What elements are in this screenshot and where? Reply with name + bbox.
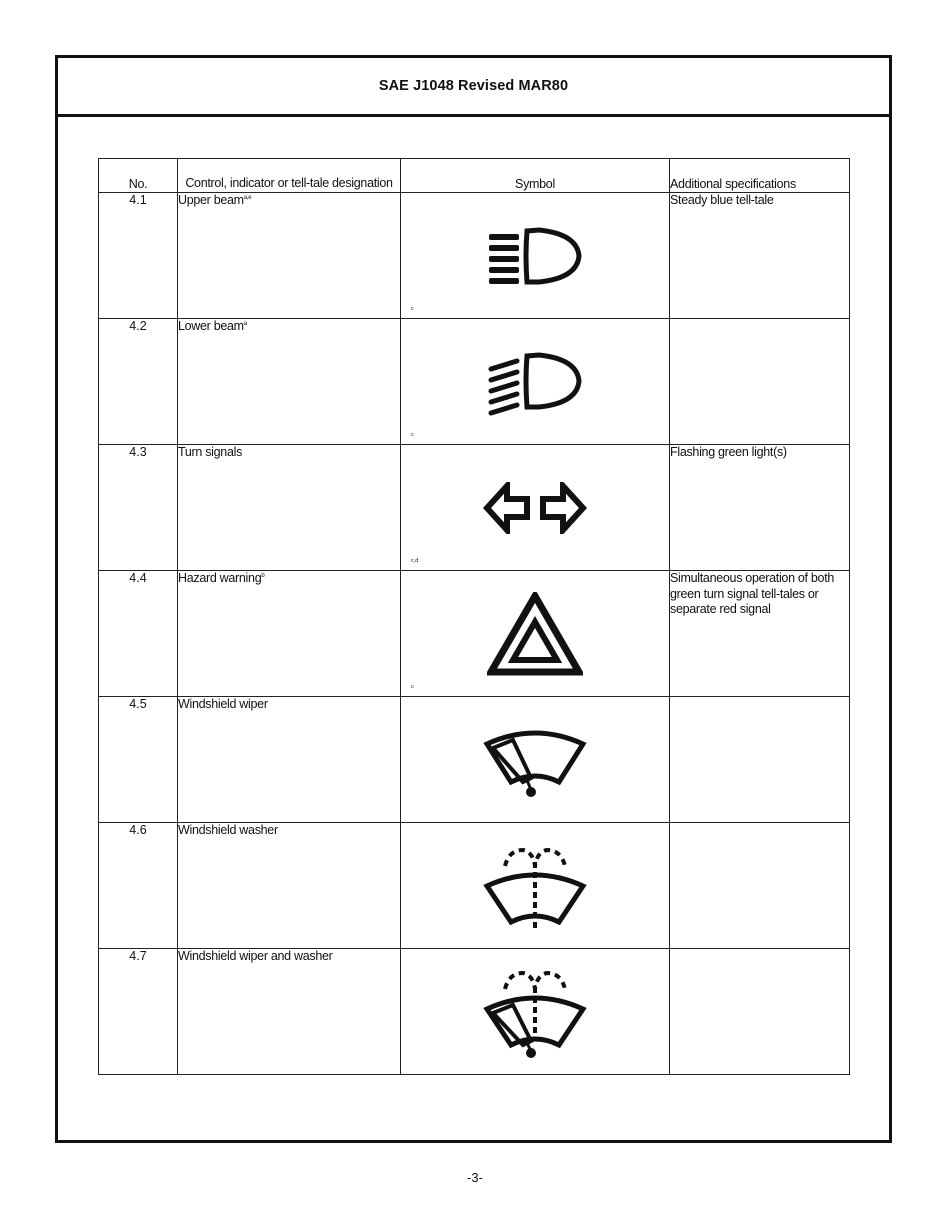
table-row — [99, 319, 850, 445]
table-row — [99, 697, 850, 823]
footnote-marker: a,e — [243, 194, 252, 201]
row-designation: Windshield wiper and washer — [178, 949, 401, 1075]
table-row — [99, 193, 850, 319]
upper-beam-icon — [487, 226, 583, 286]
row-designation: Windshield wiper — [178, 697, 401, 823]
symbol-footnote: c — [411, 306, 414, 312]
row-number: 4.2 — [99, 319, 178, 445]
hazard-triangle-icon — [487, 592, 583, 676]
row-designation: Windshield washer — [178, 823, 401, 949]
header-designation: Control, indicator or tell-tale designation — [178, 159, 401, 193]
symbol-footnote: c — [411, 432, 414, 438]
table-row — [99, 949, 850, 1075]
windshield-washer-icon — [483, 842, 587, 930]
symbols-table — [98, 158, 850, 1075]
row-symbol — [401, 949, 670, 1075]
row-number: 4.7 — [99, 949, 178, 1075]
row-number: 4.5 — [99, 697, 178, 823]
row-number: 4.3 — [99, 445, 178, 571]
table-row — [99, 445, 850, 571]
document-header — [58, 58, 889, 117]
row-designation: Upper beam$^{a,e}$ — [178, 193, 401, 319]
row-additional-specifications: Flashing green light(s) — [670, 445, 850, 571]
document-title: SAE J1048 Revised MAR80 — [378, 78, 569, 94]
table-header-row — [99, 159, 850, 193]
row-symbol — [401, 697, 670, 823]
row-symbol — [401, 319, 670, 445]
row-designation: Lower beam$^a$ — [178, 319, 401, 445]
lower-beam-icon — [487, 347, 583, 417]
row-additional-specifications: Steady blue tell-tale — [670, 193, 850, 319]
row-additional-specifications — [670, 319, 850, 445]
row-number: 4.1 — [99, 193, 178, 319]
windshield-wiper-washer-icon — [483, 965, 587, 1059]
row-designation: Hazard warning$^b$ — [178, 571, 401, 697]
symbol-footnote: c,d — [411, 558, 419, 564]
row-additional-specifications — [670, 823, 850, 949]
row-number: 4.4 — [99, 571, 178, 697]
symbol-footnote: c — [411, 684, 414, 690]
row-number: 4.6 — [99, 823, 178, 949]
row-designation: Turn signals — [178, 445, 401, 571]
page-number: -3- — [467, 1170, 483, 1185]
footnote-marker: a — [243, 320, 247, 327]
row-additional-specifications — [670, 949, 850, 1075]
table-row — [99, 823, 850, 949]
row-symbol — [401, 823, 670, 949]
windshield-wiper-icon — [483, 722, 587, 798]
row-symbol — [401, 193, 670, 319]
header-additional-specifications: Additional specifications — [670, 159, 850, 193]
row-symbol — [401, 571, 670, 697]
row-additional-specifications — [670, 697, 850, 823]
header-no: No. — [99, 159, 178, 193]
row-additional-specifications: Simultaneous operation of both green turn signal tell-tales or separate red signal — [670, 571, 850, 697]
page-frame — [55, 55, 892, 1143]
table-row — [99, 571, 850, 697]
row-symbol — [401, 445, 670, 571]
footnote-marker: b — [261, 572, 265, 579]
header-symbol: Symbol — [401, 159, 670, 193]
turn-signal-arrows-icon — [483, 482, 587, 534]
